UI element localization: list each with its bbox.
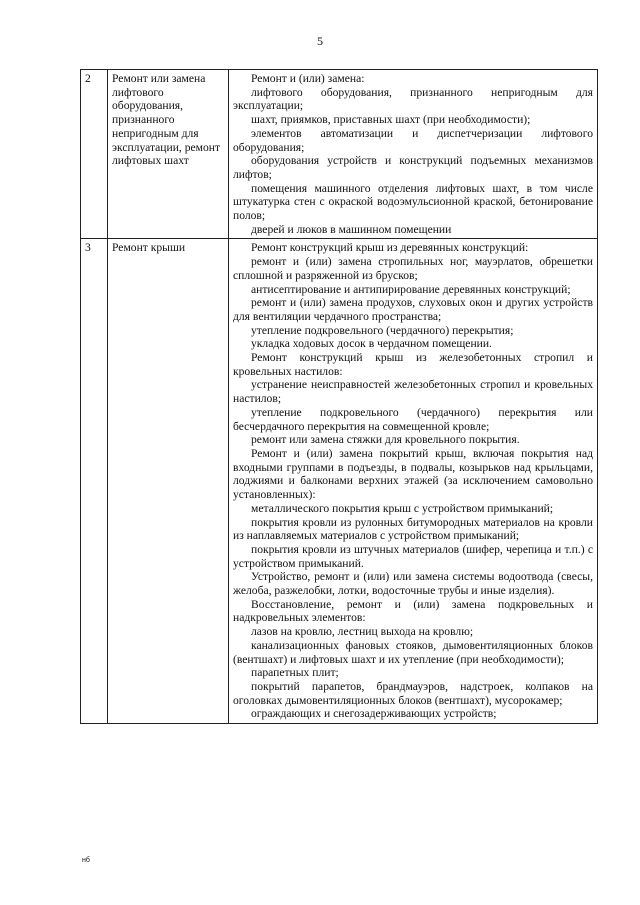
description-item: ремонт и (или) замена стропильных ног, мауэрлатов, обрешетки сплошной и разряженной из брусков; [233,255,593,282]
table-row [81,70,598,239]
description-item: Ремонт и (или) замена: [251,72,365,85]
description-item: укладка ходовых досок в чердачном помещении. [251,337,492,351]
footer-mark: нб [82,857,90,864]
work-type-name: Ремонт или замена лифтового оборудования, признанного непригодным для эксплуатации, ремонт лифтовых шахт [108,70,229,239]
description-item: оборудования устройств и конструкций подъемных механизмов лифтов; [233,154,593,181]
description-item: покрытия кровли из штучных материалов (шифер, черепица и т.п.) с устройством примыканий. [233,542,593,570]
description-item: устранение неисправностей железобетонных стропил и кровельных настилов; [233,378,593,406]
description-item: элементов автоматизации и диспетчеризации лифтового оборудования; [233,126,593,154]
description-item: Ремонт конструкций крыш из деревянных конструкций: [251,241,529,255]
description-item: дверей и люков в машинном помещении [251,222,452,236]
page-number: 5 [317,34,323,48]
work-description [229,239,598,724]
description-item: покрытия кровли из рулонных битумородных материалов на кровли из наплавляемых материалов с устройством примыканий; [233,515,593,543]
work-description [229,70,598,239]
description-item: покрытий парапетов, брандмауэров, надстроек, колпаков на оголовках дымовентиляционных блоков (вентшахт), мусорокамер; [233,679,593,707]
description-item: помещения машинного отделения лифтовых шахт, в том числе штукатурка стен с окраской водоэмульсионной краской, бетонирование полов; [233,181,593,223]
row-number: 2 [81,70,108,239]
description-item: утепление подкровельного (чердачного) перекрытия; [251,323,514,337]
description-item: ограждающих и снегозадерживающих устройств; [251,707,497,721]
description-item: металлического покрытия крыш с устройством примыканий; [251,501,554,515]
description-item: канализационных фановых стояков, дымовентиляционных блоков (вентшахт) и лифтовых шахт и их утепление (при необходимости); [233,638,593,666]
description-item: антисептирование и антипирирование деревянных конструкций; [251,282,571,296]
description-item: утепление подкровельного (чердачного) перекрытия или бесчердачного перекрытия на совмещенной кровле; [233,405,593,433]
description-item: Восстановление, ремонт и (или) замена подкровельных и надкровельных элементов: [233,597,593,625]
work-type-name: Ремонт крыши [108,239,229,724]
table-row [81,239,598,724]
description-item: лифтового оборудования, признанного непригодным для эксплуатации; [233,85,593,113]
works-table [80,69,598,724]
row-number: 3 [81,239,108,724]
description-item: ремонт и (или) замена продухов, слуховых окон и других устройств для вентиляции чердачного пространства; [233,296,593,323]
description-item: Ремонт конструкций крыш из железобетонных стропил и кровельных настилов: [233,351,593,378]
description-item: лазов на кровлю, лестниц выхода на кровлю; [251,625,474,639]
description-item: шахт, приямков, приставных шахт (при необходимости); [251,113,531,127]
description-item: Ремонт и (или) замена покрытий крыш, включая покрытия над входными группами в подъезды, в подвалы, козырьков над крыльцами, лоджиями и балконами верхних этажей (за исключением самовольно установленных): [233,446,593,502]
description-item: ремонт или замена стяжки для кровельного покрытия. [251,433,520,447]
description-item: парапетных плит; [251,666,339,680]
description-item: Устройство, ремонт и (или) или замена системы водоотвода (свесы, желоба, разжелобки, лотки, водосточные трубы и иные изделия). [233,570,593,598]
